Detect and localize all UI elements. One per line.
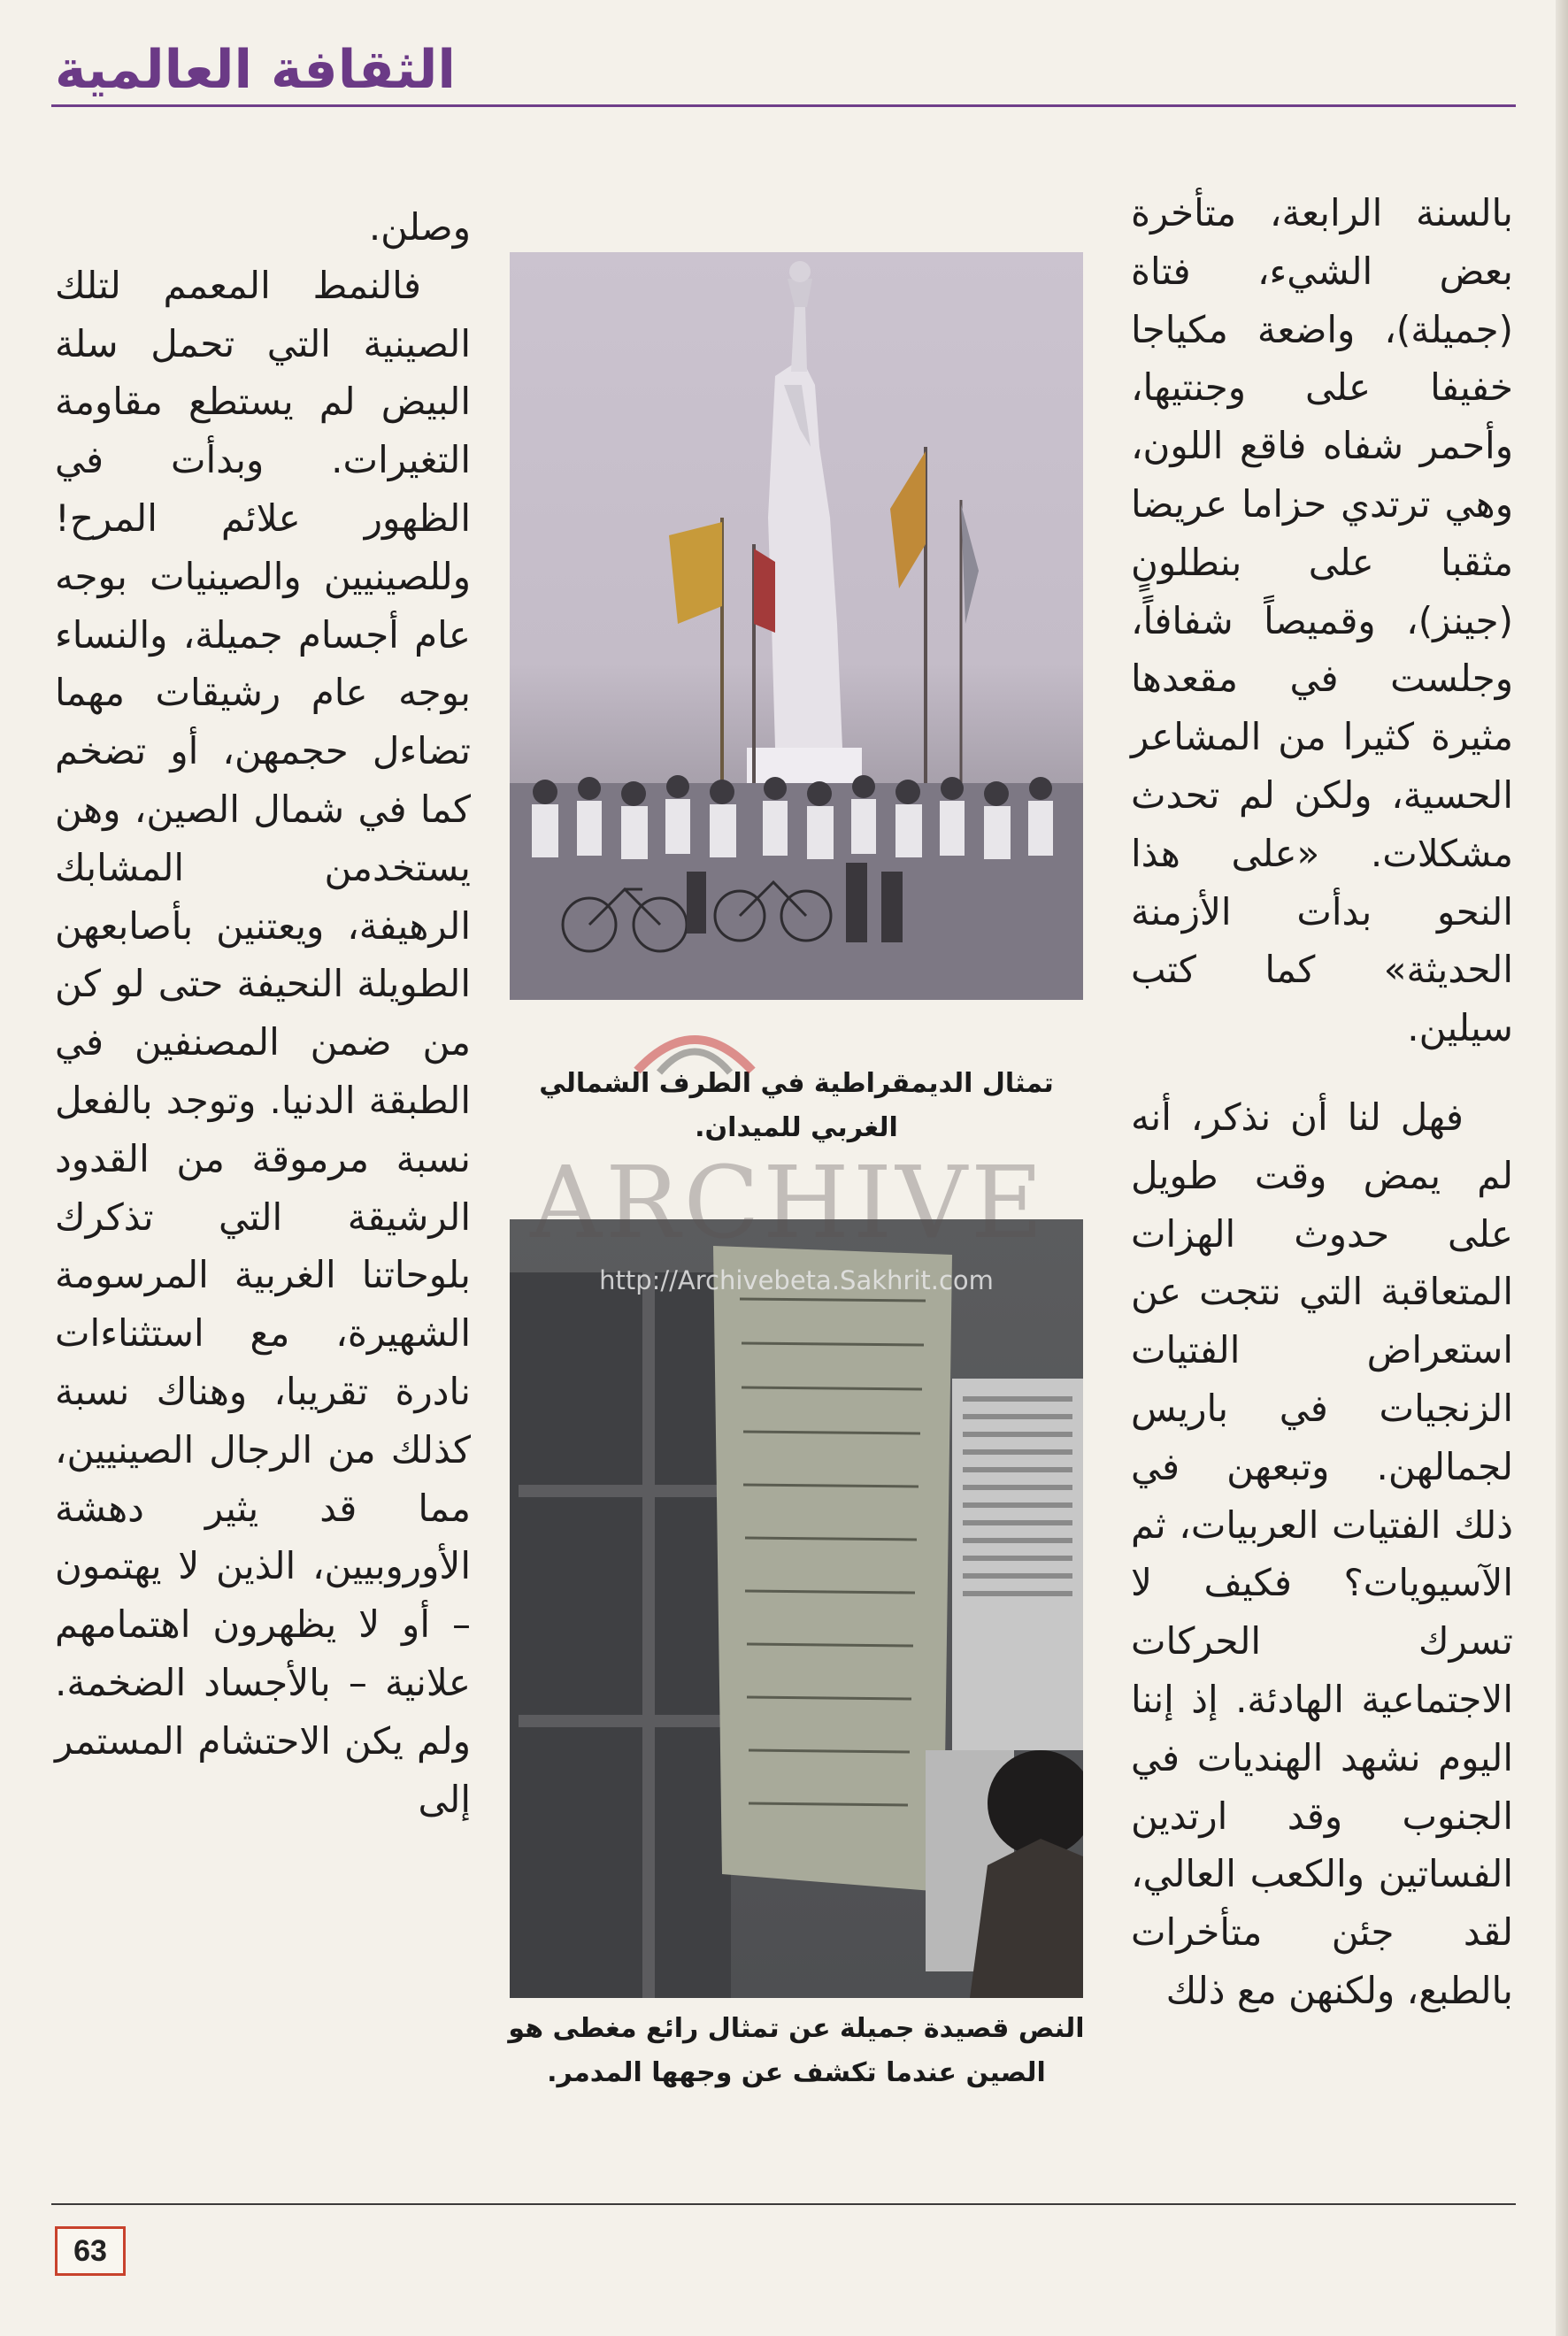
statue-photo-caption: تمثال الديمقراطية في الطرف الشمالي الغربي للميدان. (539, 1068, 1054, 1143)
poster-photo-caption: النص قصيدة جميلة عن تمثال رائع مغطى هو الصين عندما تكشف عن وجهها المدمر. (508, 2013, 1085, 2088)
statue-photo-illustration (510, 252, 1083, 1000)
paragraph-gap (1131, 1057, 1513, 1088)
right-paragraph-2: فهل لنا أن نذكر، أنه لم يمض وقت طويل على حدوث الهزات المتعاقبة التي نتجت عن استعراض الفتيات الزنجيات في باريس لجمالهن. وتبعهن في ذلك الفتيات العربيات، ثم الآسيويات؟ فكيف لا تسرك الحركات الاجتماعية الهادئة. إذ إننا اليوم نشهد الهنديات في الجنوب وقد ارتدين الفساتين والكعب العالي، لقد جئن متأخرات بالطبع، ولكنهن مع ذلك (1131, 1095, 1513, 2012)
poster-photo (510, 1219, 1083, 1998)
right-text-column (1131, 184, 1513, 2020)
page-number: 63 (55, 2226, 126, 2276)
section-title: الثقافة العالمية (55, 39, 456, 101)
left-paragraph-2: فالنمط المعمم لتلك الصينية التي تحمل سلة البيض لم يستطع مقاومة التغيرات. وبدأت في الظهور علائم المرح! وللصينيين والصينيات بوجه عام أجسام جميلة، والنساء بوجه عام رشيقات مهما تضاءل حجمهن، أو تضخم كما في شمال الصين، وهن يستخدمن المشابك الرهيفة، ويعتنين بأصابعهن الطويلة النحيفة حتى لو كن من ضمن المصنفين في الطبقة الدنيا. وتوجد بالفعل نسبة مرموقة من القدود الرشيقة التي تذكرك بلوحاتنا الغربية المرسومة الشهيرة، مع استثناءات نادرة تقريبا، وهناك نسبة كذلك من الرجال الصينيين، مما قد يثير دهشة الأوروبيين، الذين لا يهتمون – أو لا يظهرون اهتمامهم علانية – بالأجساد الضخمة. ولم يكن الاحتشام المستمر إلى (55, 263, 471, 1821)
poster-photo-illustration (510, 1219, 1083, 1998)
archive-watermark: ARCHIVE (530, 1146, 1047, 1261)
right-paragraph-1: بالسنة الرابعة، متأخرة بعض الشيء، فتاة (جميلة)، واضعة مكياجا خفيفا على وجنتيها، وأحمر شفاه فاقع اللون، وهي ترتدي حزاما عريضا مثقبا على بنطلونٍ (جينز)، وقميصاً شفافاً، وجلست في مقعدها مثيرة كثيرا من المشاعر الحسية، ولكن لم تحدث مشكلات. «على هذا النحو بدأت الأزمنة الحديثة» كما كتب سيلين. (1131, 191, 1513, 1050)
footer-rule (51, 2203, 1516, 2205)
left-paragraph-1: وصلن. (368, 205, 471, 249)
archive-logo-mark (619, 1009, 770, 1080)
header-rule (51, 104, 1516, 107)
statue-photo (510, 252, 1083, 1000)
left-text-column (55, 198, 471, 1828)
archive-watermark-url: http://Archivebeta.Sakhrit.com (599, 1265, 994, 1295)
page-edge (1556, 0, 1568, 2336)
